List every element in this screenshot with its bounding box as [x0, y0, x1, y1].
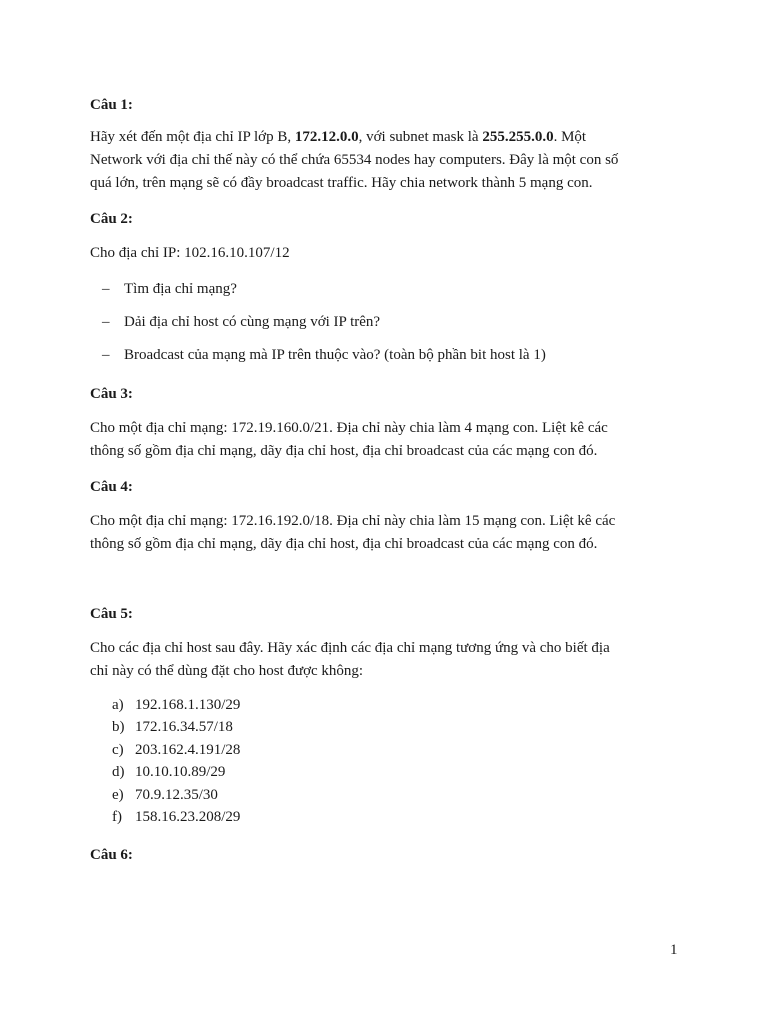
question-3-line-2: thông số gồm địa chỉ mạng, dãy địa chỉ host, địa chỉ broadcast của các mạng con đó. — [90, 443, 598, 459]
list-item — [90, 762, 680, 784]
question-5-text — [90, 637, 680, 683]
question-1-line-2: Network với địa chỉ thế này có thể chứa 65534 nodes hay computers. Đây là một con số — [90, 152, 619, 168]
list-item — [90, 807, 680, 829]
list-item-text: 10.10.10.89/29 — [135, 764, 226, 781]
question-5-line-2: chỉ này có thể dùng đặt cho host được không: — [90, 663, 364, 679]
question-5-heading: Câu 5: — [90, 606, 133, 622]
question-1-line-3: quá lớn, trên mạng sẽ có đầy broadcast traffic. Hãy chia network thành 5 mạng con. — [90, 175, 593, 191]
question-4-line-2: thông số gồm địa chỉ mạng, dãy địa chỉ host, địa chỉ broadcast của các mạng con đó. — [90, 536, 598, 552]
question-5-line-1: Cho các địa chỉ host sau đây. Hãy xác định các địa chỉ mạng tương ứng và cho biết địa — [90, 640, 610, 656]
list-item-text: 203.162.4.191/28 — [135, 741, 241, 758]
subnet-mask-bold: 255.255.0.0 — [482, 129, 554, 145]
list-item — [90, 345, 680, 378]
dash-bullet: – — [102, 347, 110, 363]
question-2-heading: Câu 2: — [90, 211, 133, 227]
list-item-label: b) — [112, 719, 125, 736]
question-4-text — [90, 510, 680, 556]
ip-address-bold: 172.12.0.0 — [294, 129, 359, 145]
list-item-text: 70.9.12.35/30 — [135, 786, 218, 803]
list-item-text: Dải địa chỉ host có cùng mạng với IP trên? — [124, 314, 381, 330]
question-2-list — [90, 279, 680, 378]
list-item-label: d) — [112, 764, 125, 781]
question-5-list — [90, 695, 680, 829]
question-3-text — [90, 417, 680, 463]
list-item-text: 192.168.1.130/29 — [135, 697, 241, 713]
question-1-heading: Câu 1: — [90, 97, 133, 113]
dash-bullet: – — [102, 281, 110, 297]
list-item-label: a) — [112, 697, 124, 713]
list-item — [90, 740, 680, 762]
question-4-heading: Câu 4: — [90, 479, 133, 495]
question-2-intro: Cho địa chỉ IP: 102.16.10.107/12 — [90, 245, 290, 261]
list-item — [90, 279, 680, 312]
list-item — [90, 695, 680, 717]
list-item-text: 158.16.23.208/29 — [135, 808, 241, 825]
question-1-text-part: Hãy xét đến một địa chỉ IP lớp B, — [90, 129, 295, 145]
list-item-label: f) — [112, 808, 122, 825]
document-page — [90, 0, 690, 1024]
list-item-text: Broadcast của mạng mà IP trên thuộc vào? (toàn bộ phần bit host là 1) — [124, 347, 546, 363]
list-item — [90, 717, 680, 739]
dash-bullet: – — [102, 314, 110, 330]
list-item-label: c) — [112, 741, 124, 758]
list-item — [90, 785, 680, 807]
question-3-heading: Câu 3: — [90, 386, 133, 402]
list-item-text: Tìm địa chỉ mạng? — [124, 281, 237, 297]
question-3-line-1: Cho một địa chỉ mạng: 172.19.160.0/21. Địa chỉ này chia làm 4 mạng con. Liệt kê các — [90, 420, 608, 436]
question-1-text-part: , với subnet mask là — [358, 129, 483, 145]
question-6-heading: Câu 6: — [90, 847, 133, 863]
page-number: 1 — [670, 942, 678, 958]
list-item — [90, 312, 680, 345]
question-4-line-1: Cho một địa chỉ mạng: 172.16.192.0/18. Địa chỉ này chia làm 15 mạng con. Liệt kê các — [90, 513, 616, 529]
question-1-text — [90, 126, 680, 195]
question-1-text-part: . Một — [553, 129, 587, 145]
list-item-text: 172.16.34.57/18 — [135, 719, 233, 736]
list-item-label: e) — [112, 786, 124, 803]
